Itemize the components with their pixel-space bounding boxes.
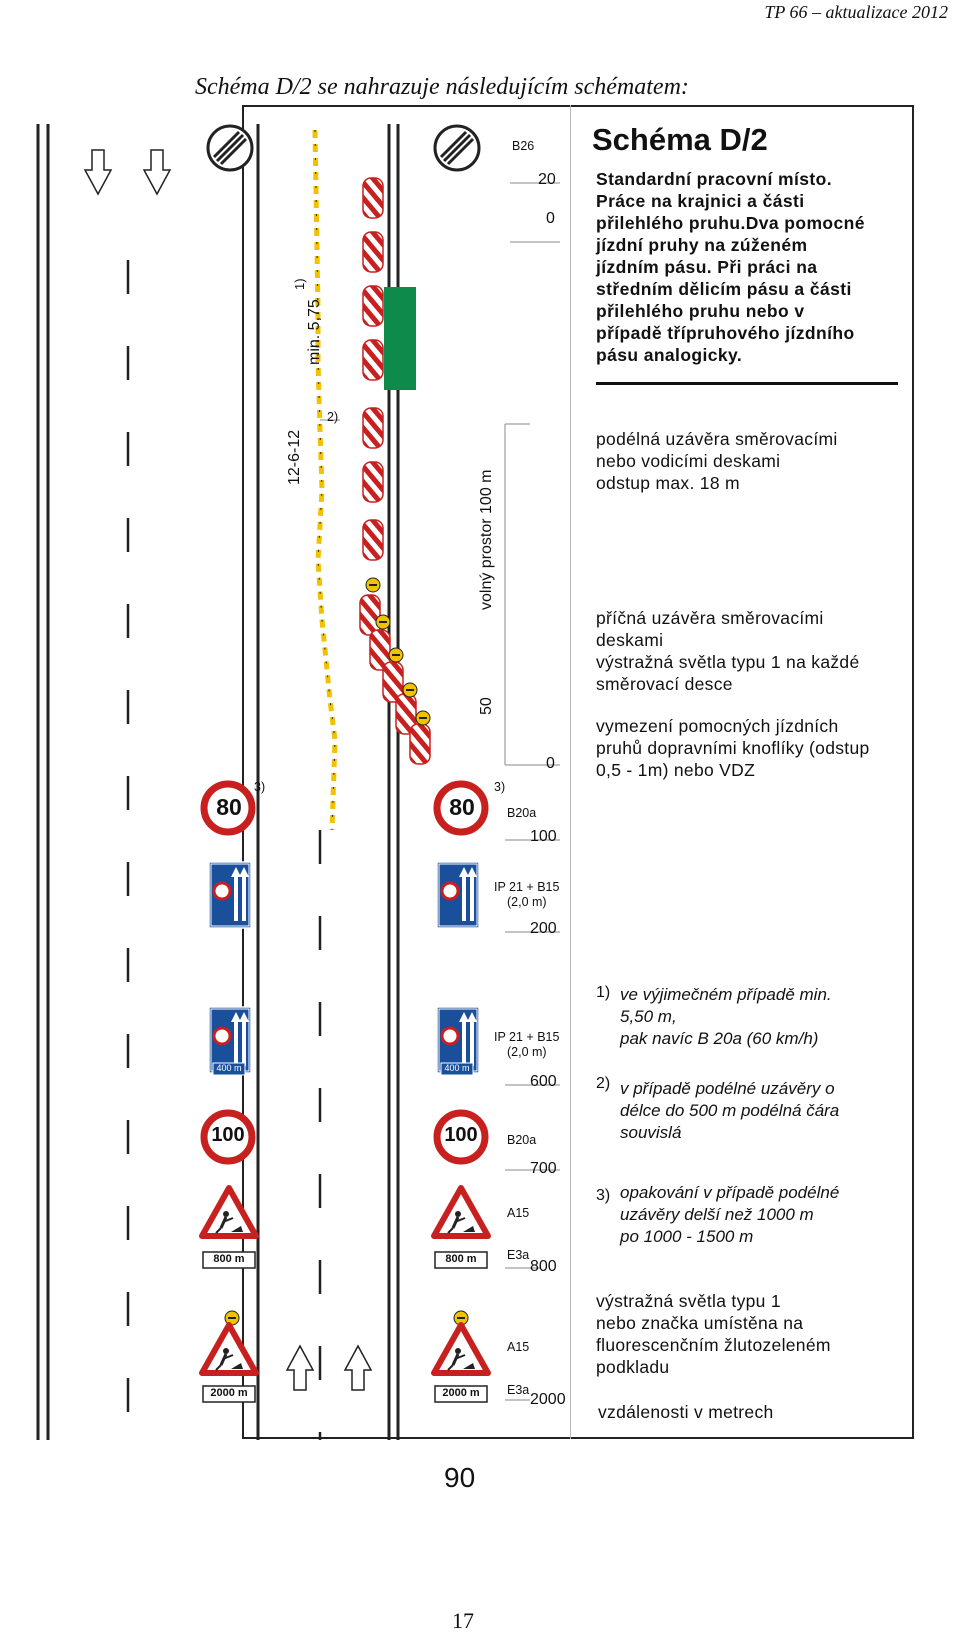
speed-100-text: 100 [444, 1124, 478, 1146]
b26-label: B26 [512, 139, 535, 153]
direction-panel [363, 408, 383, 448]
note-number: 3) [596, 1187, 611, 1204]
min-width-label: min. 5,75 [306, 299, 323, 365]
note-text: ve výjimečném případě min. 5,50 m, pak navíc B 20a (60 km/h) [620, 985, 832, 1048]
footer-number: 17 [452, 1608, 474, 1633]
distance-label: 700 [530, 1160, 557, 1177]
transverse-panel [410, 724, 430, 764]
direction-panel [363, 462, 383, 502]
ip21-label: IP 21 + B15 [494, 1030, 560, 1044]
distance-label: 100 [530, 828, 557, 845]
fifty-label: 50 [478, 697, 495, 715]
warning-light-icon [366, 578, 380, 592]
running-header: TP 66 – aktualizace 2012 [764, 2, 948, 22]
ip21-label: IP 21 + B15 [494, 880, 560, 894]
free-space-label: volný prostor 100 m [478, 469, 495, 610]
ip-distance-text: 400 m [216, 1063, 242, 1073]
arrow-up-icon [287, 1346, 313, 1390]
a15-label: A15 [507, 1340, 530, 1354]
direction-panel [363, 340, 383, 380]
plate-text: 800 m [213, 1253, 245, 1265]
page-number: 90 [444, 1462, 476, 1493]
units-note: vzdálenosti v metrech [598, 1402, 774, 1422]
legend-lights: výstražná světla typu 1 nebo značka umístěna na fluorescenčním žlutozeleném podkladu [596, 1291, 831, 1377]
distance-label: 800 [530, 1258, 557, 1275]
arrow-down-icon [85, 150, 111, 194]
end-of-restriction-sign-icon [208, 126, 252, 170]
e3a-label: E3a [507, 1248, 530, 1262]
warning-light-icon [389, 648, 403, 662]
warning-light-icon [376, 615, 390, 629]
note-number: 2) [596, 1075, 611, 1092]
roadworks-sign-icon [202, 1188, 256, 1236]
work-area [384, 287, 416, 390]
roadworks-sign-icon [202, 1325, 256, 1373]
b20a-label: B20a [507, 1133, 537, 1147]
roadworks-sign-icon [434, 1325, 488, 1373]
lane-layout-sign-icon [437, 862, 479, 928]
arrow-down-icon [144, 150, 170, 194]
section-rule [596, 382, 898, 385]
scheme-description: Standardní pracovní místo. Práce na krajnici a části přilehlého pruhu.Dva pomocné jízdní pruhy na zúženém jízdním pásu. Při práci na středním dělicím pásu a části přilehlého pruhu nebo v případě třípruhového jízdního pásu analogicky. [596, 169, 865, 365]
plate-text: 800 m [445, 1253, 477, 1265]
warning-light-icon [403, 683, 417, 697]
note3-marker: 3) [254, 780, 266, 794]
end-of-restriction-sign-icon [435, 126, 479, 170]
plate-text: 2000 m [442, 1387, 480, 1399]
legend-transverse: příčná uzávěra směrovacími deskami výstražná světla typu 1 na každé směrovací desce [596, 608, 860, 694]
plate-text: 2000 m [210, 1387, 248, 1399]
ip21-size-label: (2,0 m) [507, 1045, 547, 1059]
direction-panel [363, 520, 383, 560]
warning-light-icon [416, 711, 430, 725]
distance-label: 2000 [530, 1391, 566, 1408]
speed-80-text: 80 [216, 794, 242, 820]
note2-marker: 2) [327, 410, 339, 424]
distance-label: 0 [546, 755, 555, 772]
note-number: 1) [596, 984, 611, 1001]
temporary-lane-line [315, 130, 335, 830]
speed-80-text: 80 [449, 794, 475, 820]
legend-longitudinal: podélná uzávěra směrovacími nebo vodicími deskami odstup max. 18 m [596, 429, 838, 493]
ip-distance-text: 400 m [444, 1063, 470, 1073]
distance-label: 20 [538, 171, 556, 188]
lane-layout-sign-icon [209, 862, 251, 928]
direction-panel [363, 178, 383, 218]
direction-panel [363, 232, 383, 272]
note-text: v případě podélné uzávěry o délce do 500 m podélná čára souvislá [620, 1079, 840, 1142]
b20a-label: B20a [507, 806, 537, 820]
speed-100-text: 100 [211, 1124, 245, 1146]
note-text: opakování v případě podélné uzávěry delší než 1000 m po 1000 - 1500 m [620, 1183, 840, 1246]
ip21-size-label: (2,0 m) [507, 895, 547, 909]
legend-lanes: vymezení pomocných jízdních pruhů dopravními knoflíky (odstup 0,5 - 1m) nebo VDZ [596, 716, 870, 780]
distance-label: 600 [530, 1073, 557, 1090]
e3a-label: E3a [507, 1383, 530, 1397]
note3-marker: 3) [494, 780, 506, 794]
direction-panel [363, 286, 383, 326]
arrow-up-icon [345, 1346, 371, 1390]
taper-label: 12-6-12 [286, 429, 303, 485]
subtitle: Schéma D/2 se nahrazuje následujícím schématem: [195, 74, 689, 100]
distance-label: 200 [530, 920, 557, 937]
scheme-title: Schéma D/2 [592, 122, 768, 157]
roadworks-sign-icon [434, 1188, 488, 1236]
note1-marker: 1) [292, 278, 307, 290]
distance-label: 0 [546, 210, 555, 227]
a15-label: A15 [507, 1206, 530, 1220]
transverse-panel [360, 595, 380, 635]
